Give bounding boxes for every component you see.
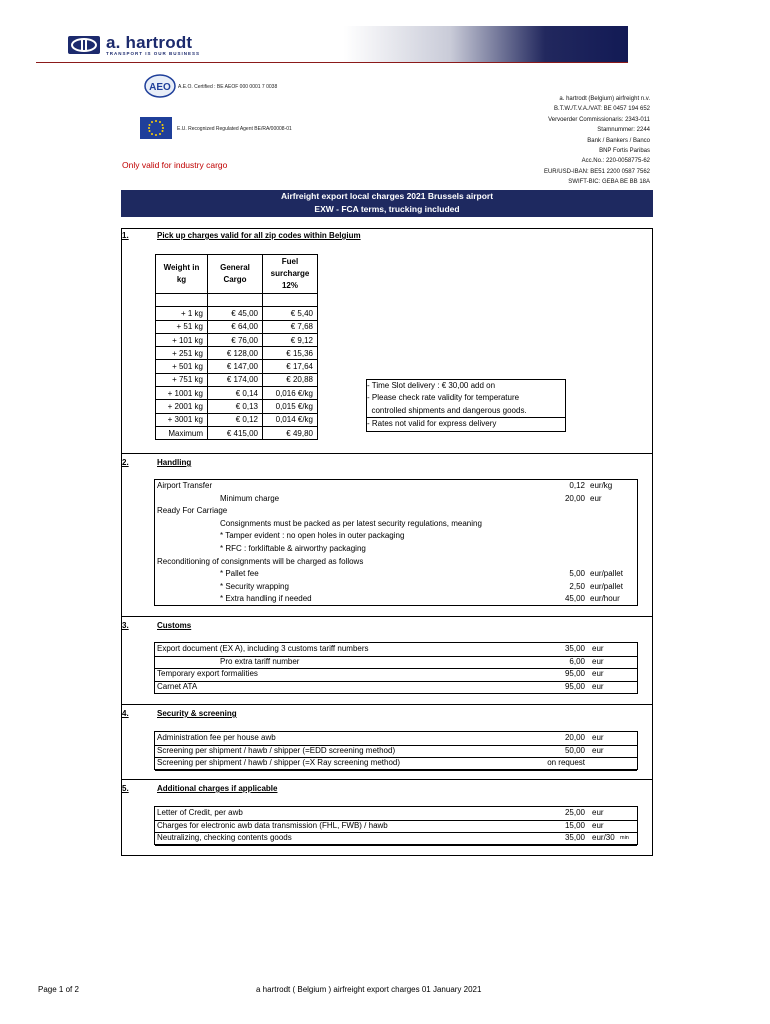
charge-row [155,581,637,594]
additional-box [154,806,638,845]
section-divider [121,453,653,454]
weight-cell: + 1 kg [156,307,208,320]
aeo-logo-icon [144,73,176,99]
charge-unit: eur [592,656,604,666]
charge-unit: eur/kg [590,481,613,490]
charge-unit: eur/pallet [590,569,623,579]
fuel-cell: € 5,40 [263,307,318,320]
charge-value: 20,00 [564,733,585,742]
col-header-fuel: Fuel surcharge 12% [263,255,318,294]
col-header-general: General Cargo [208,255,263,294]
hartrodt-logo-icon [68,36,100,54]
charge-row [155,732,637,746]
header-rule [36,62,628,63]
charge-value: 6,00 [569,656,585,666]
customs-box [154,642,638,694]
section-number: 4. [122,709,129,718]
table-row [156,426,318,439]
charge-row [155,681,637,695]
section-divider [121,616,653,617]
charge-row [155,807,637,821]
table-row [156,400,318,413]
charge-row [155,556,637,569]
section-title-security: Security & screening [157,709,237,718]
weight-cell: + 101 kg [156,333,208,346]
table-row [156,360,318,373]
pickup-notes [366,379,566,432]
charge-value: 25,00 [564,808,585,817]
charge-label: * Extra handling if needed [220,594,312,604]
company-line: Stamnummer: 2244 [597,127,650,134]
company-line: a. hartrodt (Belgium) airfreight n.v. [559,96,650,102]
charge-label: Export document (EX A), including 3 customs tariff numbers [157,644,369,653]
table-row [156,373,318,386]
charge-label: Consignments must be packed as per latest security regulations, meaning [220,518,482,528]
charge-unit: eur [592,681,604,691]
weight-cell: + 51 kg [156,320,208,333]
charge-value: 35,00 [564,833,585,843]
fuel-cell: € 9,12 [263,333,318,346]
section-number: 2. [122,458,129,467]
general-cargo-cell: € 76,00 [208,333,263,346]
charge-label: * Tamper evident : no open holes in outer packaging [220,531,405,541]
weight-cell: Maximum [156,426,208,439]
table-row [156,333,318,346]
general-cargo-cell: € 45,00 [208,307,263,320]
section-title-pickup: Pick up charges valid for all zip codes within Belgium [157,231,361,240]
fuel-cell: € 15,36 [263,347,318,360]
aeo-cert-text: A.E.O. Certified : BE AEOF 000 0001 7 0038 [178,84,278,90]
charge-unit: eur [592,733,604,742]
charge-value: 95,00 [564,669,585,679]
charge-label: Airport Transfer [157,481,213,490]
weight-cell: + 1001 kg [156,387,208,400]
fuel-cell: € 49,80 [263,426,318,439]
charge-label: Neutralizing, checking contents goods [157,833,292,843]
pickup-rate-rows [156,307,318,440]
charge-unit: eur [592,745,604,755]
charge-value: 45,00 [564,594,585,604]
note-line: - Please check rate validity for temperature [367,393,520,403]
company-line: EUR/USD-IBAN: BE51 2200 0587 7562 [543,168,650,175]
section-divider [121,704,653,705]
weight-cell: + 2001 kg [156,400,208,413]
section-divider [121,779,653,780]
title-line-2: EXW - FCA terms, trucking included [314,204,460,214]
charge-row [155,593,637,606]
charge-unit-suffix: min [620,835,629,842]
pickup-rates-table [155,254,318,440]
fuel-cell: € 17,64 [263,360,318,373]
charge-unit: eur [592,644,604,653]
charge-label: Carnet ATA [157,681,198,691]
charge-unit: eur [592,808,604,817]
charge-unit: eur/hour [590,594,620,604]
general-cargo-cell: € 64,00 [208,320,263,333]
charge-unit: eur/30 [592,833,615,843]
charge-label: * Pallet fee [220,569,259,579]
charge-value: 35,00 [564,644,585,653]
charge-row [155,745,637,759]
charge-row [155,568,637,581]
charge-row [155,505,637,518]
table-row [156,307,318,320]
general-cargo-cell: € 0,13 [208,400,263,413]
charge-row [155,656,637,670]
charge-row [155,820,637,834]
brand-tagline: TRANSPORT IS OUR BUSINESS [106,51,201,56]
charge-row [155,643,637,657]
section-title-handling: Handling [157,458,192,467]
brand-name: a. hartrodt [106,33,193,52]
charge-label: Temporary export formalities [157,669,258,679]
charge-value: 20,00 [564,493,585,503]
document-title [121,190,653,217]
validity-notice: Only valid for industry cargo [122,160,228,170]
general-cargo-cell: € 174,00 [208,373,263,386]
charge-label: Charges for electronic awb data transmission (FHL, FWB) / hawb [157,820,388,830]
charge-value: 2,50 [569,581,585,591]
table-row [156,387,318,400]
company-details [544,94,650,188]
section-number: 3. [122,621,129,630]
charge-unit: eur [592,669,604,679]
fuel-cell: 0,015 €/kg [263,400,318,413]
charge-value: 95,00 [564,681,585,691]
note-line: - Time Slot delivery : € 30,00 add on [367,381,496,390]
charge-value: 50,00 [564,745,585,755]
company-line: B.T.W./T.V.A./VAT: BE 0457 194 652 [554,106,650,113]
company-line: BNP Fortis Paribas [599,148,650,155]
fuel-cell: € 20,88 [263,373,318,386]
eu-flag-icon [140,117,172,139]
charge-value: 0,12 [569,481,585,490]
aeo-badge-label: AEO [149,82,171,93]
charge-label: Ready For Carriage [157,506,228,516]
charge-row [155,668,637,682]
company-line: Acc.No.: 220-0058775-62 [581,158,650,165]
charge-label: * Security wrapping [220,581,289,591]
charge-label: Screening per shipment / hawb / shipper (=EDD screening method) [157,745,396,755]
spacer-cell [156,294,208,307]
note-line: - Rates not valid for express delivery [367,417,565,430]
charge-label: Administration fee per house awb [157,733,276,742]
charge-unit: eur [592,820,604,830]
company-line: SWIFT-BIC: GEBA BE BB 18A [568,179,650,186]
weight-cell: + 501 kg [156,360,208,373]
charge-row [155,757,637,771]
charge-row [155,530,637,543]
charge-row [155,518,637,531]
spacer-cell [208,294,263,307]
general-cargo-cell: € 147,00 [208,360,263,373]
charge-label: Reconditioning of consignments will be charged as follows [157,556,364,566]
general-cargo-cell: € 0,14 [208,387,263,400]
col-header-weight: Weight in kg [156,255,208,294]
table-row [156,320,318,333]
company-line: Vervoerder Commissionaris: 2343-011 [548,116,650,123]
charge-value: on request [547,758,585,768]
charge-row [155,480,637,493]
charge-label: Pro extra tariff number [220,656,300,666]
general-cargo-cell: € 0,12 [208,413,263,426]
section-title-customs: Customs [157,621,192,630]
fuel-cell: 0,014 €/kg [263,413,318,426]
general-cargo-cell: € 128,00 [208,347,263,360]
charge-label: Letter of Credit, per awb [157,808,243,817]
company-line: Bank / Bankers / Banco [587,137,650,144]
charge-label: Screening per shipment / hawb / shipper (=X Ray screening method) [157,758,401,768]
charge-row [155,543,637,556]
fuel-cell: 0,016 €/kg [263,387,318,400]
security-box [154,731,638,770]
charge-row [155,493,637,506]
charge-label: Minimum charge [220,493,280,503]
charge-value: 5,00 [569,569,585,579]
general-cargo-cell: € 415,00 [208,426,263,439]
note-line: controlled shipments and dangerous goods. [367,405,527,415]
charge-value: 15,00 [564,820,585,830]
title-line-1: Airfreight export local charges 2021 Brussels airport [280,191,494,201]
fuel-cell: € 7,68 [263,320,318,333]
section-number: 5. [122,784,129,793]
eu-agent-text: E.U. Recognized Regulated Agent BE/RA/00008-01 [177,126,292,132]
handling-box [154,479,638,606]
footer-caption: a hartrodt ( Belgium ) airfreight export charges 01 January 2021 [256,985,482,994]
charge-unit: eur [590,493,602,503]
table-row [156,347,318,360]
section-number: 1. [122,231,129,240]
spacer-cell [263,294,318,307]
section-title-additional: Additional charges if applicable [157,784,278,793]
table-row [156,413,318,426]
weight-cell: + 3001 kg [156,413,208,426]
charge-unit: eur/pallet [590,581,623,591]
weight-cell: + 251 kg [156,347,208,360]
charge-label: * RFC : forkliftable & airworthy packaging [220,544,366,553]
page-number: Page 1 of 2 [38,985,79,994]
weight-cell: + 751 kg [156,373,208,386]
charge-row [155,832,637,846]
